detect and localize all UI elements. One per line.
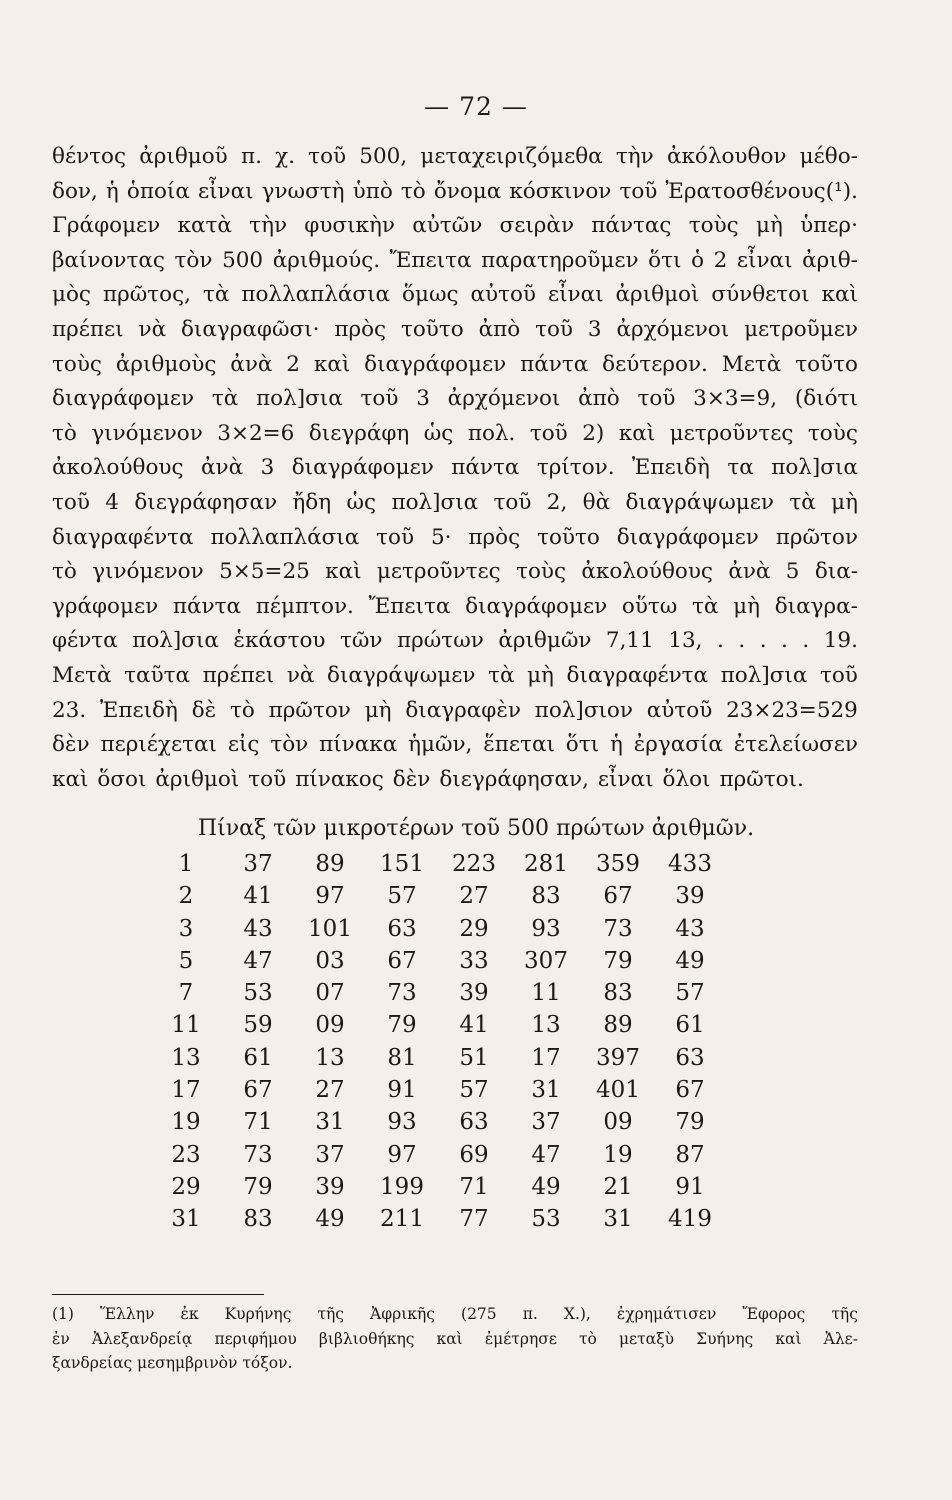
- body-text: [52, 140, 858, 797]
- table-cell: 31: [171, 1206, 201, 1233]
- table-cell: 29: [459, 915, 489, 942]
- table-cell: 49: [531, 1173, 561, 1200]
- table-cell: 67: [243, 1077, 273, 1104]
- table-cell: 31: [531, 1077, 561, 1104]
- table-cell: 47: [531, 1141, 561, 1168]
- table-cell: 33: [459, 947, 489, 974]
- table-cell: 79: [387, 1012, 417, 1039]
- text-line: τὸ γινόμενον 5×5=25 καὶ μετροῦντες τοὺς ἀκολούθους ἀνὰ 5 δια-: [52, 559, 858, 585]
- table-title: Πίναξ τῶν μικροτέρων τοῦ 500 πρώτων ἀριθμῶν.: [197, 816, 755, 841]
- table-row: [150, 1203, 726, 1235]
- table-cell: 17: [171, 1077, 201, 1104]
- table-cell: 91: [387, 1077, 417, 1104]
- table-cell: 13: [171, 1044, 201, 1071]
- table-cell: 359: [596, 851, 640, 877]
- table-cell: 57: [387, 883, 417, 910]
- table-cell: 37: [243, 851, 273, 877]
- table-cell: 61: [243, 1044, 273, 1071]
- table-cell: 11: [531, 980, 561, 1007]
- table-row: [150, 1042, 726, 1074]
- table-cell: 79: [243, 1173, 273, 1200]
- table-cell: 73: [603, 915, 633, 942]
- table-cell: 29: [171, 1173, 201, 1200]
- table-cell: 59: [243, 1012, 273, 1039]
- table-cell: 3: [178, 915, 194, 942]
- table-row: [150, 1106, 726, 1138]
- table-cell: 419: [668, 1206, 712, 1233]
- table-cell: 39: [315, 1173, 345, 1200]
- footnote-line: ἐν Ἀλεξανδρείᾳ περιφήμου βιβλιοθήκης καὶ ἐμέτρησε τὸ μεταξὺ Συήνης καὶ Ἀλε-: [52, 1329, 858, 1348]
- text-line: βαίνοντας τὸν 500 ἀριθμούς. Ἔπειτα παρατηροῦμεν ὅτι ὁ 2 εἶναι ἀριθ-: [52, 247, 858, 273]
- table-cell: 77: [459, 1206, 489, 1233]
- table-cell: 51: [459, 1044, 489, 1071]
- text-line: καὶ ὅσοι ἀριθμοὶ τοῦ πίνακος δὲν διεγράφησαν, εἶναι ὅλοι πρῶτοι.: [52, 766, 804, 792]
- text-line: διαγραφέντα πολλαπλάσια τοῦ 5· πρὸς τοῦτο διαγράφομεν πρῶτον: [52, 524, 858, 550]
- table-cell: 41: [243, 883, 273, 910]
- text-line: Γράφομεν κατὰ τὴν φυσικὴν αὐτῶν σειρὰν πάντας τοὺς μὴ ὑπερ·: [52, 213, 858, 239]
- table-cell: 39: [675, 883, 705, 910]
- table-cell: 73: [243, 1141, 273, 1168]
- table-cell: 37: [315, 1141, 345, 1168]
- table-cell: 31: [315, 1109, 345, 1136]
- text-line: φέντα πολ]σια ἑκάστου τῶν πρώτων ἀριθμῶν 7,11 13, . . . . . 19.: [52, 628, 858, 654]
- table-cell: 89: [603, 1012, 633, 1039]
- table-cell: 101: [308, 915, 352, 942]
- table-row: [150, 1074, 726, 1106]
- table-cell: 97: [387, 1141, 417, 1168]
- table-cell: 281: [524, 851, 568, 877]
- table-cell: 11: [171, 1012, 201, 1039]
- text-line: ἀκολούθους ἀνὰ 3 διαγράφομεν πάντα τρίτον. Ἐπειδὴ τα πολ]σια: [52, 455, 858, 481]
- table-row: [150, 848, 726, 880]
- text-line: διαγράφομεν τὰ πολ]σια τοῦ 3 ἀρχόμενοι ἀπὸ τοῦ 3×3=9, (διότι: [52, 386, 858, 412]
- table-cell: 09: [603, 1109, 633, 1136]
- table-cell: 07: [315, 980, 345, 1007]
- table-cell: 13: [531, 1012, 561, 1039]
- table-cell: 17: [531, 1044, 561, 1071]
- text-line: τὸ γινόμενον 3×2=6 διεγράφη ὡς πολ. τοῦ 2) καὶ μετροῦντες τοὺς: [52, 420, 858, 446]
- table-cell: 67: [675, 1077, 705, 1104]
- table-cell: 5: [178, 947, 194, 974]
- table-row: [150, 913, 726, 945]
- table-cell: 19: [603, 1141, 633, 1168]
- table-cell: 87: [675, 1141, 705, 1168]
- text-line: μὸς πρῶτος, τὰ πολλαπλάσια ὅμως αὐτοῦ εἶναι ἀριθμοὶ σύνθετοι καὶ: [52, 282, 858, 308]
- table-cell: 91: [675, 1173, 705, 1200]
- table-cell: 1: [178, 851, 194, 877]
- table-cell: 71: [243, 1109, 273, 1136]
- table-cell: 03: [315, 947, 345, 974]
- table-cell: 199: [380, 1173, 424, 1200]
- table-cell: 63: [459, 1109, 489, 1136]
- table-cell: 211: [380, 1206, 424, 1233]
- table-cell: 63: [675, 1044, 705, 1071]
- table-cell: 433: [668, 851, 712, 877]
- text-line: 23. Ἐπειδὴ δὲ τὸ πρῶτον μὴ διαγραφὲν πολ]σιον αὐτοῦ 23×23=529: [52, 697, 858, 723]
- table-cell: 83: [243, 1206, 273, 1233]
- table-cell: 57: [459, 1077, 489, 1104]
- table-cell: 27: [315, 1077, 345, 1104]
- table-cell: 21: [603, 1173, 633, 1200]
- table-cell: 83: [603, 980, 633, 1007]
- table-cell: 71: [459, 1173, 489, 1200]
- text-line: γράφομεν πάντα πέμπτον. Ἔπειτα διαγράφομεν οὕτω τὰ μὴ διαγρα-: [52, 593, 858, 619]
- table-cell: 63: [387, 915, 417, 942]
- table-cell: 39: [459, 980, 489, 1007]
- table-cell: 47: [243, 947, 273, 974]
- table-cell: 2: [178, 883, 194, 910]
- table-cell: 97: [315, 883, 345, 910]
- table-cell: 31: [603, 1206, 633, 1233]
- table-cell: 49: [675, 947, 705, 974]
- text-line: Μετὰ ταῦτα πρέπει νὰ διαγράψωμεν τὰ μὴ διαγραφέντα πολ]σια τοῦ: [52, 662, 858, 688]
- table-row: [150, 1139, 726, 1171]
- prime-table: [150, 848, 726, 1236]
- table-cell: 69: [459, 1141, 489, 1168]
- table-cell: 57: [675, 980, 705, 1007]
- table-cell: 151: [380, 851, 424, 877]
- table-cell: 27: [459, 883, 489, 910]
- table-cell: 13: [315, 1044, 345, 1071]
- table-row: [150, 945, 726, 977]
- table-row: [150, 1009, 726, 1041]
- table-cell: 397: [596, 1044, 640, 1071]
- table-cell: 93: [531, 915, 561, 942]
- footnote-line: ξανδρείας μεσημβρινὸν τόξον.: [52, 1354, 293, 1372]
- text-line: θέντος ἀριθμοῦ π. χ. τοῦ 500, μεταχειριζόμεθα τὴν ἀκόλουθον μέθο-: [52, 144, 858, 169]
- table-cell: 53: [531, 1206, 561, 1233]
- table-cell: 7: [178, 980, 194, 1007]
- text-line: δον, ἡ ὁποία εἶναι γνωστὴ ὑπὸ τὸ ὄνομα κόσκινον τοῦ Ἐρατοσθένους(¹).: [52, 178, 858, 204]
- table-cell: 23: [171, 1141, 201, 1168]
- text-line: δὲν περιέχεται εἰς τὸν πίνακα ἡμῶν, ἕπεται ὅτι ἡ ἐργασία ἐτελείωσεν: [52, 732, 858, 758]
- table-cell: 37: [531, 1109, 561, 1136]
- table-cell: 67: [387, 947, 417, 974]
- table-cell: 73: [387, 980, 417, 1007]
- table-cell: 401: [596, 1077, 640, 1104]
- table-row: [150, 977, 726, 1009]
- text-line: πρέπει νὰ διαγραφῶσι· πρὸς τοῦτο ἀπὸ τοῦ 3 ἀρχόμενοι μετροῦμεν: [52, 316, 858, 342]
- table-cell: 89: [315, 851, 345, 877]
- footnote-line: (1) Ἕλλην ἐκ Κυρήνης τῆς Ἀφρικῆς (275 π. Χ.), ἐχρημάτισεν Ἔφορος τῆς: [52, 1305, 858, 1323]
- table-cell: 79: [603, 947, 633, 974]
- table-cell: 41: [459, 1012, 489, 1039]
- table-cell: 83: [531, 883, 561, 910]
- table-row: [150, 1171, 726, 1203]
- table-cell: 307: [524, 947, 568, 974]
- table-cell: 53: [243, 980, 273, 1007]
- page-number: — 72 —: [424, 92, 528, 121]
- footnote-rule: [52, 1294, 264, 1295]
- table-cell: 43: [243, 915, 273, 942]
- text-line: τοὺς ἀριθμοὺς ἀνὰ 2 καὶ διαγράφομεν πάντα δεύτερον. Μετὰ τοῦτο: [52, 351, 858, 377]
- table-cell: 67: [603, 883, 633, 910]
- table-row: [150, 880, 726, 912]
- table-cell: 223: [452, 851, 496, 877]
- text-line: τοῦ 4 διεγράφησαν ἤδη ὡς πολ]σια τοῦ 2, θὰ διαγράψωμεν τὰ μὴ: [52, 489, 858, 515]
- table-cell: 93: [387, 1109, 417, 1136]
- table-cell: 19: [171, 1109, 201, 1136]
- table-cell: 43: [675, 915, 705, 942]
- table-cell: 49: [315, 1206, 345, 1233]
- table-cell: 61: [675, 1012, 705, 1039]
- table-cell: 79: [675, 1109, 705, 1136]
- footnote: [52, 1302, 858, 1376]
- table-cell: 09: [315, 1012, 345, 1039]
- table-cell: 81: [387, 1044, 417, 1071]
